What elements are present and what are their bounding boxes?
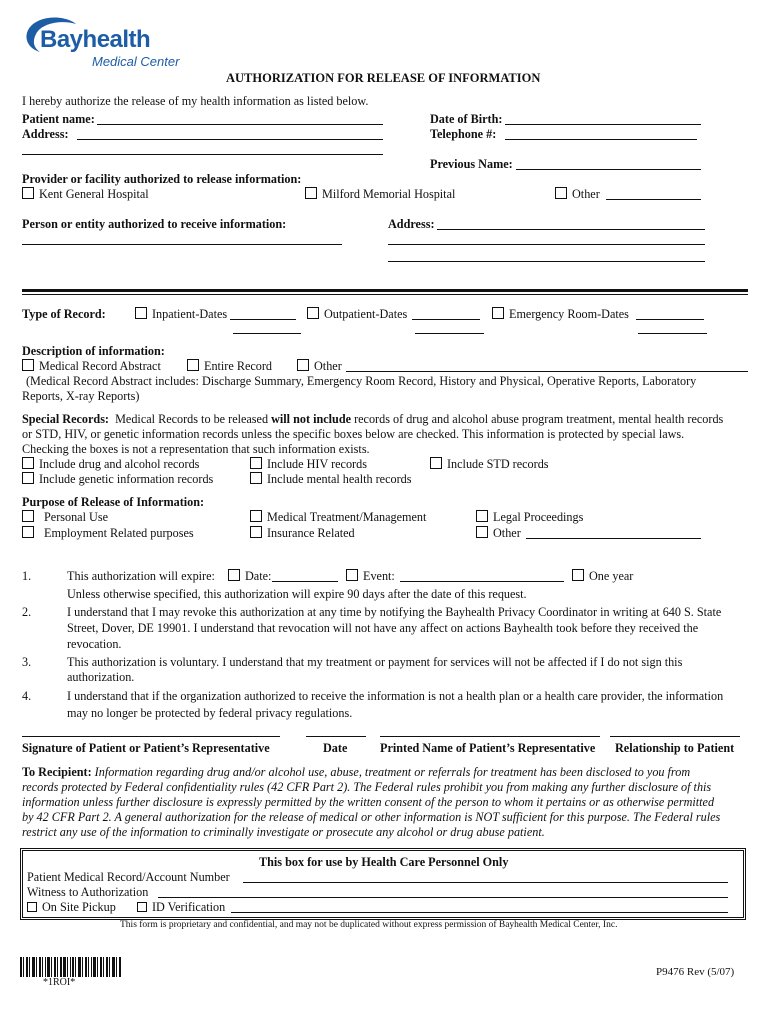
er-dates-field[interactable] bbox=[636, 319, 704, 320]
term-3-line-2: authorization. bbox=[67, 670, 135, 684]
recipient-address-field-2[interactable] bbox=[388, 244, 705, 245]
relationship-label: Relationship to Patient bbox=[615, 741, 735, 755]
description-label: Description of information: bbox=[22, 344, 165, 358]
barcode-text: *1ROI* bbox=[43, 977, 76, 988]
purpose-insurance[interactable]: Insurance Related bbox=[250, 526, 355, 541]
id-verification-field[interactable] bbox=[231, 912, 728, 913]
outpatient-dates-field[interactable] bbox=[412, 319, 480, 320]
date-field[interactable] bbox=[306, 736, 366, 737]
purpose-other-field[interactable] bbox=[526, 538, 701, 539]
description-abstract[interactable]: Medical Record Abstract bbox=[22, 359, 161, 374]
to-recipient-line-4: by 42 CFR Part 2. A general authorization for the release of medical or other information is NOT sufficient for this purpose. The Federal rules bbox=[22, 810, 721, 824]
description-entire[interactable]: Entire Record bbox=[187, 359, 272, 374]
footer-notice: This form is proprietary and confidential, and may not be duplicated without express permission of Bayhealth Medical Center, Inc. bbox=[120, 920, 618, 930]
term-2-line-3: revocation. bbox=[67, 637, 122, 651]
checkbox[interactable] bbox=[492, 307, 504, 319]
term-2-line-2: Street, Dover, DE 19901. I understand that revocation will not have any affect on actions Bayhealth took before they received the bbox=[67, 621, 699, 635]
checkbox[interactable] bbox=[430, 457, 442, 469]
address-field[interactable] bbox=[77, 139, 383, 140]
checkbox[interactable] bbox=[187, 359, 199, 371]
description-note-2: Reports, X-ray Reports) bbox=[22, 389, 140, 403]
recipient-label: Person or entity authorized to receive information: bbox=[22, 217, 287, 231]
purpose-medical[interactable]: Medical Treatment/Management bbox=[250, 510, 426, 525]
inpatient-dates-field-2[interactable] bbox=[233, 333, 301, 334]
staff-box-title: This box for use by Health Care Personnel Only bbox=[259, 855, 509, 869]
address-label: Address: bbox=[22, 127, 69, 141]
id-verification-option[interactable]: ID Verification bbox=[137, 900, 225, 915]
expire-event-field[interactable] bbox=[400, 581, 564, 582]
recipient-address-field[interactable] bbox=[437, 229, 705, 230]
expire-date-field[interactable] bbox=[272, 581, 338, 582]
recipient-address-field-3[interactable] bbox=[388, 261, 705, 262]
barcode-icon bbox=[20, 957, 122, 977]
witness-field[interactable] bbox=[158, 897, 728, 898]
checkbox[interactable] bbox=[250, 457, 262, 469]
special-records-line-2: or STD, HIV, or genetic information records unless the specific boxes below are checked. This information is protected by special laws. bbox=[22, 427, 685, 441]
purpose-legal[interactable]: Legal Proceedings bbox=[476, 510, 583, 525]
record-type-label: Type of Record: bbox=[22, 307, 106, 321]
checkbox[interactable] bbox=[297, 359, 309, 371]
signature-label: Signature of Patient or Patient’s Representative bbox=[22, 741, 270, 755]
to-recipient-line-3: information unless further disclosure is expressly permitted by the written consent of the person to whom it pertains or as otherwise permitted bbox=[22, 795, 715, 809]
expire-event-option[interactable]: Event: bbox=[346, 569, 395, 584]
checkbox[interactable] bbox=[250, 526, 262, 538]
checkbox[interactable] bbox=[22, 472, 34, 484]
term-2-line-1: I understand that I may revoke this authorization at any time by notifying the Bayhealth Privacy Coordinator in writing at 640 S. State bbox=[67, 605, 722, 619]
checkbox[interactable] bbox=[228, 569, 240, 581]
staff-only-box bbox=[20, 848, 746, 920]
record-type-outpatient[interactable]: Outpatient-Dates bbox=[307, 307, 407, 322]
term-4-line-1: I understand that if the organization authorized to receive the information is not a health plan or a health care provider, the information bbox=[67, 689, 724, 703]
er-dates-field-2[interactable] bbox=[638, 333, 707, 334]
term-3-line-1: This authorization is voluntary. I understand that my treatment or payment for services will not be affected if I do not sign this bbox=[67, 655, 683, 669]
to-recipient-line-2: records protected by Federal confidentiality rules (42 CFR Part 2). The Federal rules prohibit you from making any further disclosure of this bbox=[22, 780, 712, 794]
witness-label: Witness to Authorization bbox=[27, 885, 149, 899]
previous-name-label: Previous Name: bbox=[430, 157, 513, 171]
checkbox[interactable] bbox=[22, 510, 34, 522]
dob-label: Date of Birth: bbox=[430, 112, 503, 126]
special-records-line-1: Special Records: Medical Records to be released will not include records of drug and alcohol abuse program treatment, mental health records bbox=[22, 412, 724, 426]
printed-name-label: Printed Name of Patient’s Representative bbox=[380, 741, 596, 755]
relationship-field[interactable] bbox=[610, 736, 740, 737]
checkbox[interactable] bbox=[22, 359, 34, 371]
provider-option-milford[interactable]: Milford Memorial Hospital bbox=[305, 187, 455, 202]
special-option-drug[interactable]: Include drug and alcohol records bbox=[22, 457, 199, 472]
inpatient-dates-field[interactable] bbox=[230, 319, 296, 320]
checkbox[interactable] bbox=[22, 187, 34, 199]
section-divider bbox=[22, 289, 748, 292]
special-records-line-3: Checking the boxes is not a representation that such information exists. bbox=[22, 442, 370, 456]
special-option-std[interactable]: Include STD records bbox=[430, 457, 549, 472]
provider-label: Provider or facility authorized to release information: bbox=[22, 172, 302, 186]
special-option-hiv[interactable]: Include HIV records bbox=[250, 457, 367, 472]
description-note-1: (Medical Record Abstract includes: Discharge Summary, Emergency Room Record, History and Physical, Operative Reports, Laboratory bbox=[26, 374, 697, 388]
record-type-inpatient[interactable]: Inpatient-Dates bbox=[135, 307, 227, 322]
checkbox[interactable] bbox=[137, 902, 147, 912]
purpose-employment[interactable]: Employment Related purposes bbox=[22, 526, 194, 541]
expire-one-year-option[interactable]: One year bbox=[572, 569, 633, 584]
intro-text: I hereby authorize the release of my health information as listed below. bbox=[22, 94, 369, 108]
term-1-text: This authorization will expire: bbox=[67, 569, 215, 583]
dob-field[interactable] bbox=[505, 124, 701, 125]
checkbox[interactable] bbox=[305, 187, 317, 199]
term-number-3: 3. bbox=[22, 655, 32, 669]
checkbox[interactable] bbox=[476, 510, 488, 522]
telephone-field[interactable] bbox=[505, 139, 697, 140]
purpose-personal[interactable]: Personal Use bbox=[22, 510, 108, 525]
page-title: AUTHORIZATION FOR RELEASE OF INFORMATION bbox=[226, 71, 541, 85]
logo bbox=[18, 12, 198, 74]
patient-name-field[interactable] bbox=[97, 124, 383, 125]
provider-option-other[interactable]: Other bbox=[555, 187, 600, 202]
to-recipient-line-5: restrict any use of the information to criminally investigate or prosecute any alcohol or drug abuse patient. bbox=[22, 825, 545, 839]
date-label: Date bbox=[323, 741, 348, 755]
recipient-address-label: Address: bbox=[388, 217, 435, 231]
special-option-genetic[interactable]: Include genetic information records bbox=[22, 472, 213, 487]
patient-name-label: Patient name: bbox=[22, 112, 95, 126]
outpatient-dates-field-2[interactable] bbox=[415, 333, 484, 334]
previous-name-field[interactable] bbox=[516, 169, 701, 170]
term-4-line-2: may no longer be protected by federal privacy regulations. bbox=[67, 706, 353, 720]
address-field-2[interactable] bbox=[22, 154, 383, 155]
checkbox[interactable] bbox=[476, 526, 488, 538]
purpose-other[interactable]: Other bbox=[476, 526, 521, 541]
purpose-label: Purpose of Release of Information: bbox=[22, 495, 205, 509]
signature-field[interactable] bbox=[22, 736, 280, 737]
provider-option-kent[interactable]: Kent General Hospital bbox=[22, 187, 149, 202]
telephone-label: Telephone #: bbox=[430, 127, 497, 141]
checkbox[interactable] bbox=[307, 307, 319, 319]
description-other-field[interactable] bbox=[346, 371, 748, 372]
checkbox[interactable] bbox=[346, 569, 358, 581]
logo-name: Bayhealth bbox=[40, 26, 151, 53]
term-number-2: 2. bbox=[22, 605, 32, 619]
form-number: P9476 Rev (5/07) bbox=[656, 966, 735, 978]
record-type-er[interactable]: Emergency Room-Dates bbox=[492, 307, 629, 322]
term-1-subtext: Unless otherwise specified, this authorization will expire 90 days after the date of this request. bbox=[67, 587, 527, 601]
checkbox[interactable] bbox=[250, 510, 262, 522]
checkbox[interactable] bbox=[135, 307, 147, 319]
checkbox[interactable] bbox=[27, 902, 37, 912]
logo-subtitle: Medical Center bbox=[92, 54, 180, 69]
checkbox[interactable] bbox=[555, 187, 567, 199]
checkbox[interactable] bbox=[22, 457, 34, 469]
onsite-pickup-option[interactable]: On Site Pickup bbox=[27, 900, 116, 915]
section-divider-thin bbox=[22, 294, 748, 295]
description-other[interactable]: Other bbox=[297, 359, 342, 374]
term-number-4: 4. bbox=[22, 689, 32, 703]
account-number-field[interactable] bbox=[243, 882, 728, 883]
checkbox[interactable] bbox=[250, 472, 262, 484]
printed-name-field[interactable] bbox=[380, 736, 600, 737]
expire-date-option[interactable]: Date: bbox=[228, 569, 271, 584]
checkbox[interactable] bbox=[572, 569, 584, 581]
checkbox[interactable] bbox=[22, 526, 34, 538]
special-option-mental[interactable]: Include mental health records bbox=[250, 472, 412, 487]
account-number-label: Patient Medical Record/Account Number bbox=[27, 870, 230, 884]
term-number-1: 1. bbox=[22, 569, 32, 583]
provider-other-field[interactable] bbox=[606, 199, 701, 200]
to-recipient-line-1: To Recipient: Information regarding drug and/or alcohol use, abuse, treatment or referrals for treatment has been disclosed to you from bbox=[22, 765, 691, 779]
recipient-name-field[interactable] bbox=[22, 244, 342, 245]
